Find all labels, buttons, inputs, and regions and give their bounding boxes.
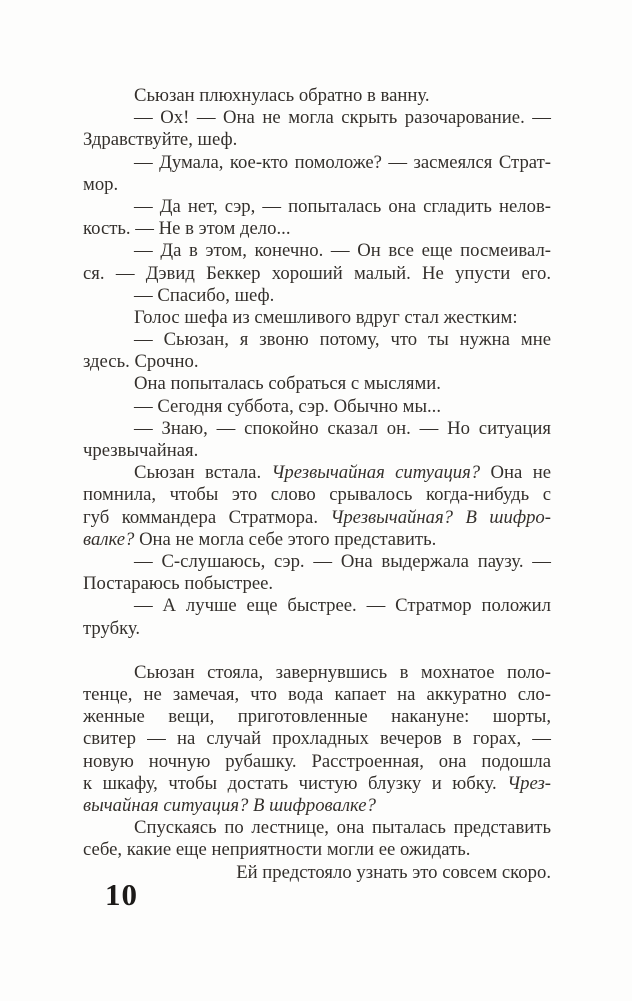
text-line	[83, 263, 551, 285]
text-segment: Здравствуйте, шеф.	[83, 129, 238, 151]
text-line	[83, 728, 551, 750]
text-segment: Сьюзан стояла, завернувшись в мохнатое поло-	[134, 661, 551, 683]
text-segment: Спускаясь по лестнице, она пыталась представить	[134, 817, 551, 839]
text-line	[83, 507, 551, 529]
text-segment: трубку.	[83, 617, 141, 639]
text-segment: — А лучше еще быстрее. — Стратмор положил	[134, 595, 551, 617]
text-segment: — Да нет, сэр, — попыталась она сгладить нелов-	[134, 195, 551, 217]
text-segment: мор.	[83, 173, 119, 195]
text-segment: — Да в этом, конечно. — Он все еще посмеивал-	[134, 240, 551, 262]
page-number: 10	[105, 877, 138, 912]
text-line	[83, 795, 551, 817]
text-segment: — С-слушаюсь, сэр. — Она выдержала паузу. —	[134, 550, 551, 572]
text-segment: ся. — Дэвид Беккер хороший малый. Не упусти его.	[83, 262, 551, 284]
text-line	[83, 351, 551, 373]
text-line	[83, 240, 551, 262]
text-line	[83, 107, 551, 129]
text-segment: Она попыталась собраться с мыслями.	[134, 373, 441, 395]
text-line	[83, 396, 551, 418]
text-segment: Сьюзан плюхнулась обратно в ванну.	[134, 85, 430, 106]
text-segment: — Сегодня суббота, сэр. Обычно мы...	[134, 395, 442, 417]
text-line	[83, 684, 551, 706]
text-line	[83, 129, 551, 151]
text-line	[83, 218, 551, 240]
italic-text-segment: валке?	[83, 528, 135, 550]
text-segment: Она не могла себе этого представить.	[134, 528, 437, 550]
text-segment: женные вещи, приготовленные накануне: шорты,	[83, 706, 551, 728]
text-line	[83, 85, 551, 107]
text-line	[83, 662, 551, 684]
text-line	[83, 174, 551, 196]
text-segment: Ей предстояло узнать это совсем скоро.	[236, 861, 551, 883]
italic-text-segment: Чрезвычайная? В шифро-	[330, 506, 551, 528]
text-block	[83, 85, 551, 884]
text-line	[83, 529, 551, 551]
text-line	[83, 329, 551, 351]
text-line	[83, 484, 551, 506]
text-line	[83, 618, 551, 640]
text-segment: — Ох! — Она не могла скрыть разочарование. —	[134, 107, 551, 129]
text-segment: — Сьюзан, я звоню потому, что ты нужна мне	[134, 329, 551, 351]
text-line	[83, 418, 551, 440]
text-segment: — Думала, кое-кто помоложе? — засмеялся Страт-	[134, 151, 551, 173]
text-line	[83, 706, 551, 728]
text-line	[83, 285, 551, 307]
text-line	[83, 773, 551, 795]
text-segment: к шкафу, чтобы достать чистую блузку и юбку.	[83, 772, 508, 794]
text-segment: Голос шефа из смешливого вдруг стал жестким:	[134, 306, 518, 328]
text-segment: чрезвычайная.	[83, 440, 199, 461]
text-line	[83, 751, 551, 773]
text-line	[83, 307, 551, 329]
text-segment: губ коммандера Стратмора.	[83, 506, 331, 528]
text-segment: Постараюсь побыстрее.	[83, 573, 274, 595]
text-segment: здесь. Срочно.	[83, 351, 199, 373]
text-line	[83, 573, 551, 595]
italic-text-segment: вычайная ситуация? В шифровалке?	[83, 795, 376, 816]
text-line	[83, 440, 551, 462]
text-line	[83, 196, 551, 218]
text-segment: себе, какие еще неприятности могли ее ожидать.	[83, 839, 471, 861]
text-segment: — Знаю, — спокойно сказал он. — Но ситуация	[134, 417, 551, 439]
blank-line	[83, 640, 551, 662]
italic-text-segment: Чрез-	[507, 772, 551, 794]
corner-registration-mark-icon	[80, 835, 175, 930]
italic-text-segment: Чрезвычайная ситуация?	[271, 462, 481, 484]
text-line	[83, 373, 551, 395]
text-segment: Сьюзан встала.	[134, 462, 272, 484]
text-segment: тенце, не замечая, что вода капает на аккуратно сло-	[83, 684, 551, 706]
text-segment: Она не	[480, 462, 551, 484]
text-line	[83, 595, 551, 617]
text-line	[83, 551, 551, 573]
text-segment: новую ночную рубашку. Расстроенная, она подошла	[83, 750, 551, 772]
text-segment: — Спасибо, шеф.	[134, 284, 275, 306]
text-segment: помнила, чтобы это слово срывалось когда-нибудь с	[83, 484, 551, 506]
text-segment: кость. — Не в этом дело...	[83, 218, 291, 240]
text-line	[83, 462, 551, 484]
text-segment: свитер — на случай прохладных вечеров в горах, —	[83, 728, 551, 750]
text-line	[83, 152, 551, 174]
